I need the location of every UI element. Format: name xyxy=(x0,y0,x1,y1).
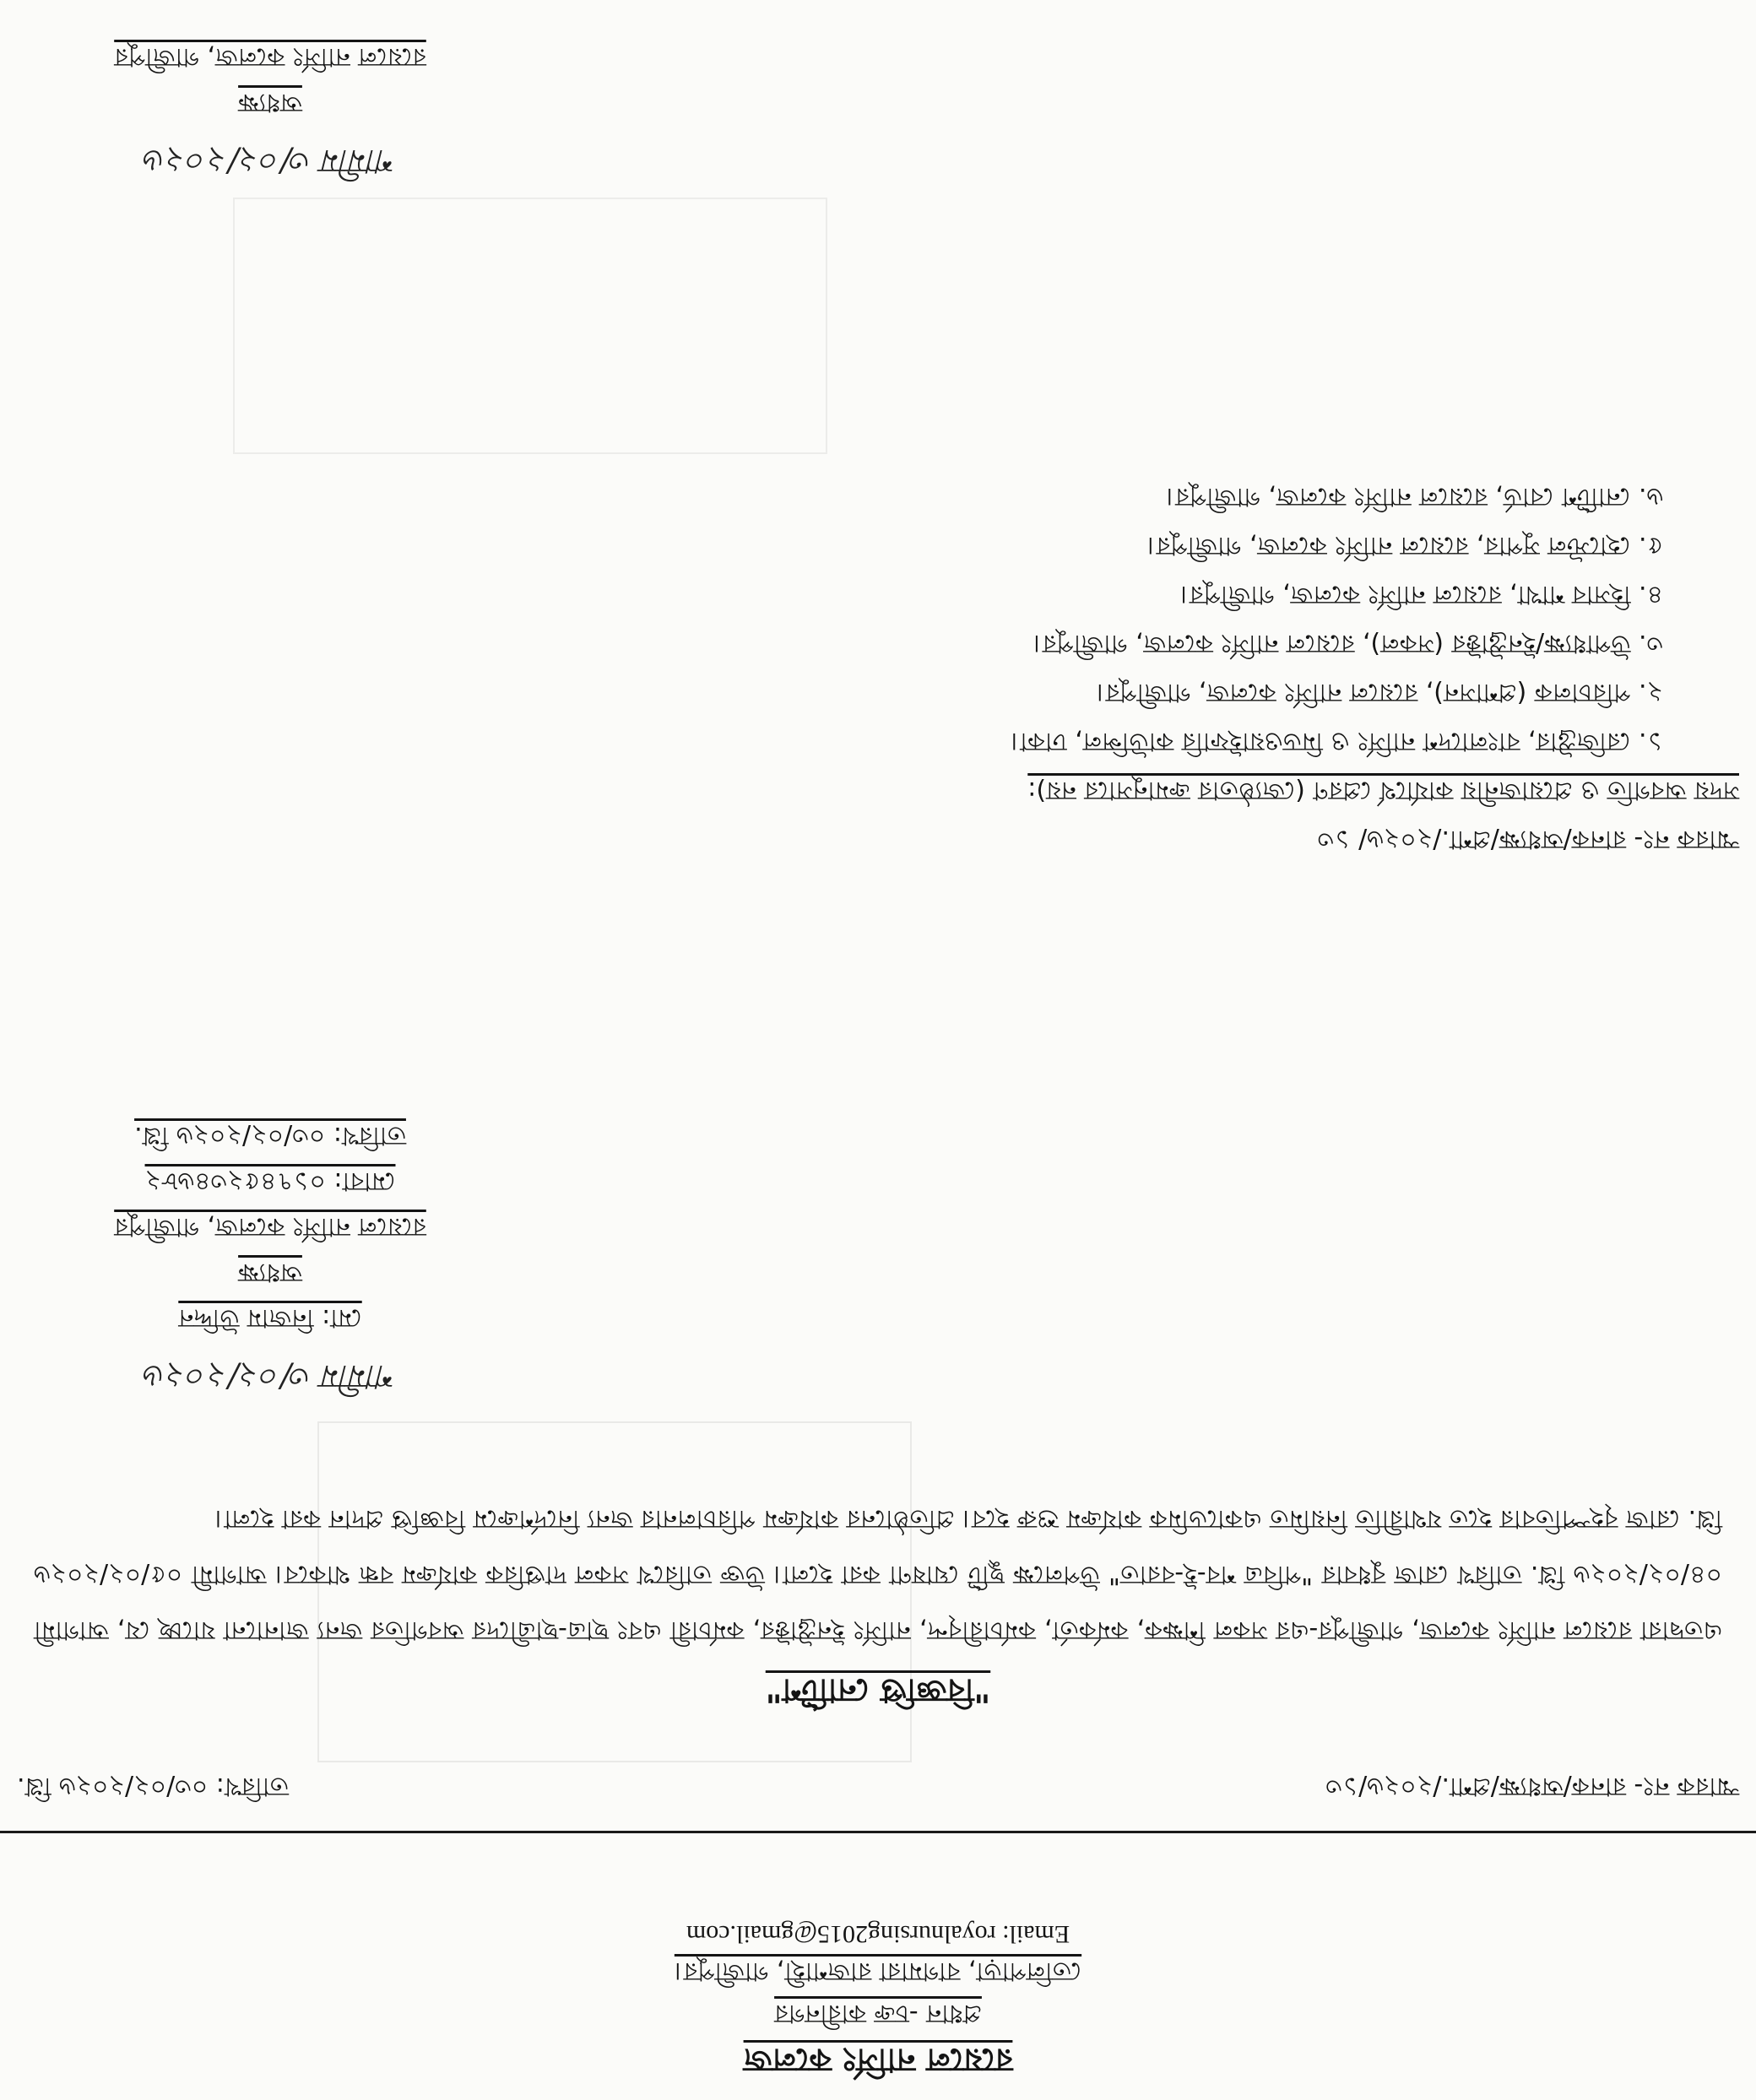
second-signature-block xyxy=(51,34,490,184)
distribution-item: ৩. উপাধ্যক্ষ/ইনস্ট্রাক্টর (সকল), রয়েলে নার্সিং কলেজ, গাজীপুর। xyxy=(1033,629,1663,658)
second-institution: রয়েলে নার্সিং কলেজ, গাজীপুর xyxy=(114,42,426,72)
institution-email: Email: royalnursing2015@gmail.com xyxy=(686,1920,1070,1948)
distribution-item: ৪. হিসাব শাখা, রয়েলে নার্সিং কলেজ, গাজীপুর। xyxy=(1180,580,1663,609)
notice-date: তারিখ: ০৩/০২/২০২৬ খ্রি. xyxy=(17,1772,289,1801)
institution-title: রয়েলে নার্সিং কলেজ xyxy=(743,2042,1013,2079)
principal-institution: রয়েলে নার্সিং কলেজ, গাজীপুর xyxy=(114,1212,426,1242)
distribution-item: ১. রেজিস্ট্রার, বাংলাদেশ নার্সিং ও মিডওয়াইফারি কাউন্সিল, ঢাকা। xyxy=(1011,727,1663,756)
notice-title-text: "বিজ্ঞপ্তি নোটিশ" xyxy=(765,1672,991,1709)
header-divider xyxy=(0,1831,1756,1833)
principal-phone: মোবা: ০১৭৪৫২৩৪৬৮২ xyxy=(144,1166,396,1196)
notice-body: এতদ্বারা রয়েলে নার্সিং কলেজ, গাজীপুর-এর সকল শিক্ষক, কর্মকর্তা, কর্মচারীবৃন্দ, নার্সিং ইনস্ট্রাক্টর, কর্মচারী এবং ছাত্র-ছাত্রীদের অবগতির জন্য জানানো যাচ্ছে যে, আগামী ০৪/০২/২০২৬ খ্রি. তারিখ রোজ বুধবার "পবিত্র শব-ই-বরাত" উপলক্ষে ছুটি ঘোষণা করা হলো। উক্ত তারিখে সকল দাপ্তরিক কার্যক্রম বন্ধ থাকবে। আগামী ০৫/০২/২০২৬ খ্রি. রোজ বৃহস্পতিবার হতে যথারীতি নিয়মিত একাডেমিক কার্যক্রম শুরু হবে। প্রতিষ্ঠানের কার্যক্রম পরিচালনার জন্য নির্দেশক্রমে বিজ্ঞপ্তি প্রদান করা হলো। xyxy=(34,1504,1722,1645)
second-signature: শামীম ৩/০২/২০২৬ xyxy=(144,143,396,180)
notice-memo-number: স্মারক নং- রানক/অধ্যক্ষ/প্রশা./২০২৬/১৩ xyxy=(1325,1772,1739,1801)
bleed-through-box xyxy=(233,198,827,454)
distribution-item: ৫. হোস্টেল সুপার, রয়েলে নার্সিং কলেজ, গাজীপুর। xyxy=(1146,531,1663,560)
distribution-heading: সদয় অবগতি ও প্রয়োজনীয় কার্যার্থে প্রেরণ (জ্যেষ্ঠতার ক্রমানুসারে নয়): xyxy=(1027,776,1739,805)
distribution-item: ৬. নোটিশ বোর্ড, রয়েলে নার্সিং কলেজ, গাজীপুর। xyxy=(1166,482,1663,511)
bleed-through-table xyxy=(317,1421,912,1762)
institution-address: তেলিপাড়া, বাগমারা রাজশাহী, গাজীপুর। xyxy=(674,1957,1082,1986)
principal-date: তারিখ: ০৩/০২/২০২৬ খ্রি. xyxy=(134,1121,406,1150)
principal-signature: শামীম ৩/০২/২০২৬ xyxy=(144,1358,396,1395)
principal-signature-block xyxy=(51,1112,490,1399)
distribution-item: ২. পরিচালক (প্রশাসন), রয়েলে নার্সিং কলেজ, গাজীপুর। xyxy=(1096,678,1663,707)
principal-designation: অধ্যক্ষ xyxy=(238,1258,302,1287)
principal-name: মো: নিজাম উদ্দিন xyxy=(178,1303,362,1333)
distribution-memo-number: স্মারক নং- রানক/অধ্যক্ষ/প্রশা./২০২৬/ ১৩ xyxy=(1317,825,1739,854)
second-designation: অধ্যক্ষ xyxy=(238,88,302,117)
institution-affiliation: প্রধান -চক্র কারীনগর xyxy=(774,1999,982,2028)
